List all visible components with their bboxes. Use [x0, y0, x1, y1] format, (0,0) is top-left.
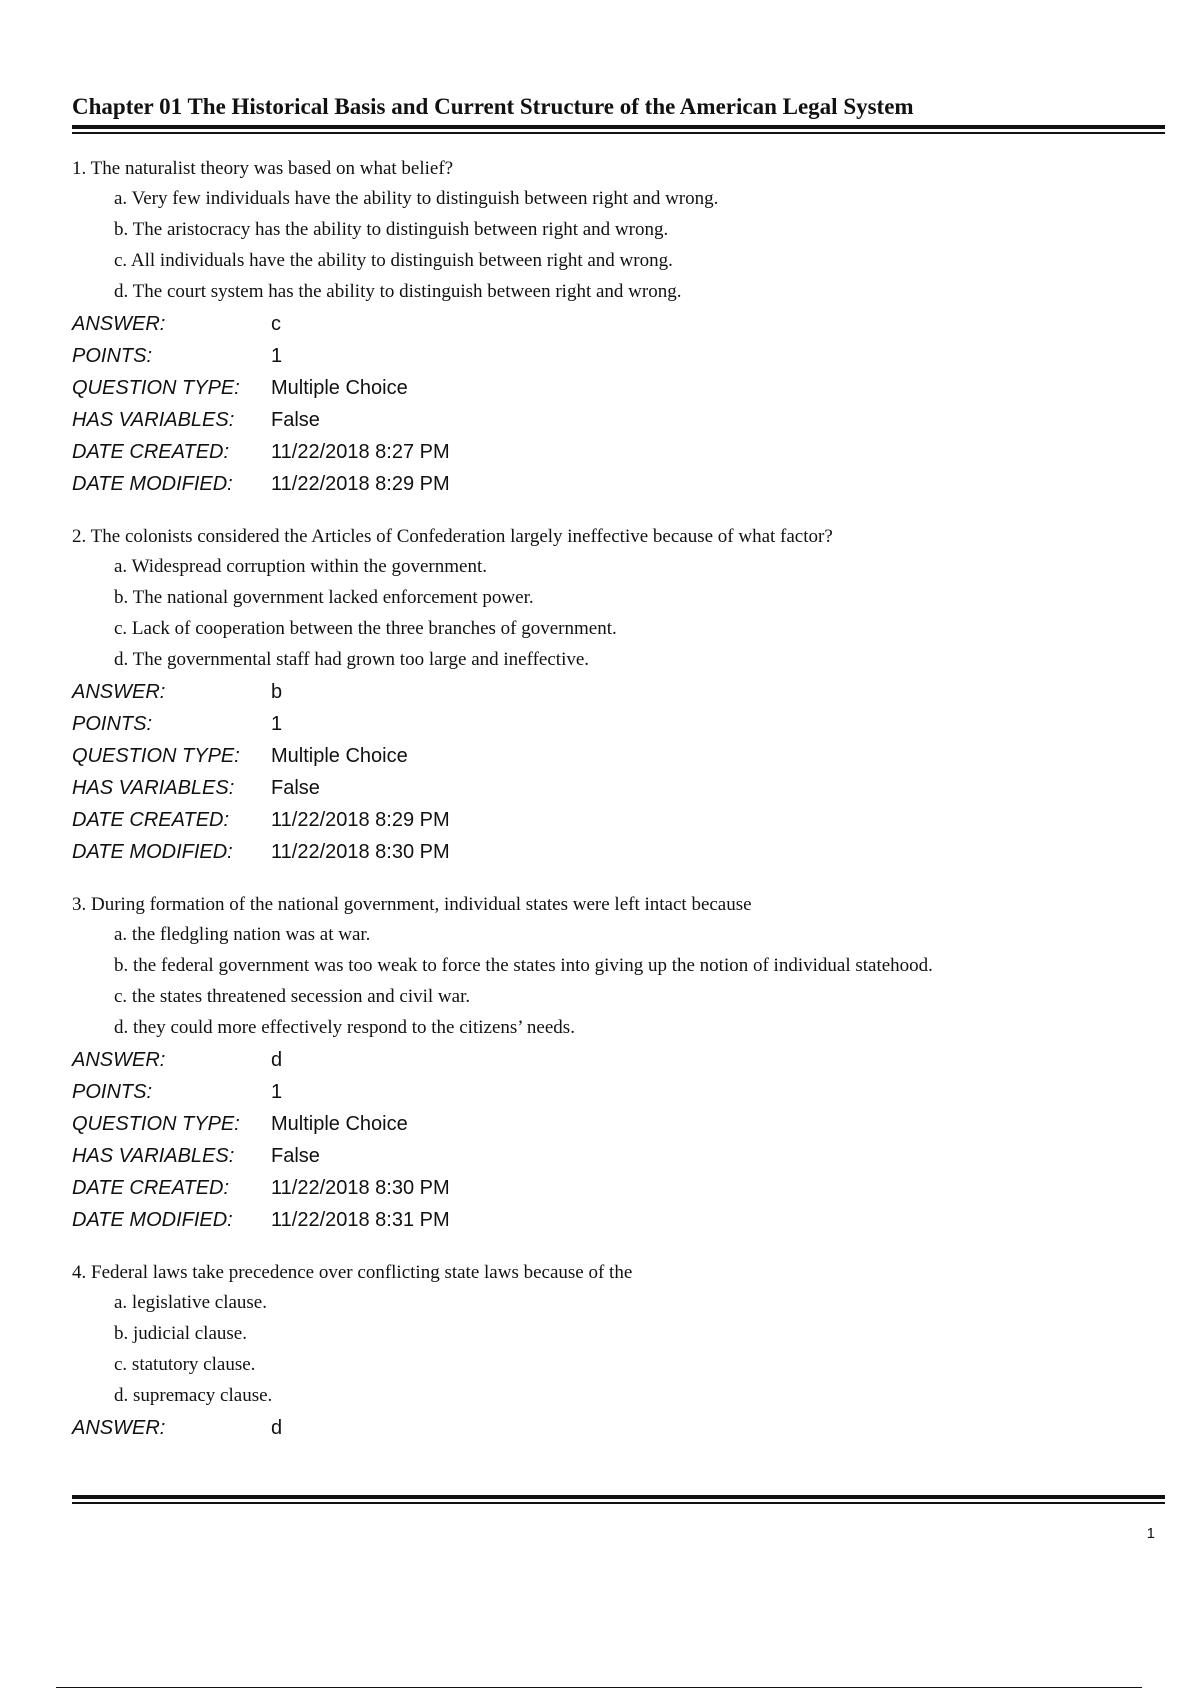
date-created-value: 11/22/2018 8:29 PM [271, 809, 450, 831]
answer-choices [72, 187, 1165, 311]
points-label: POINTS: [72, 1081, 153, 1103]
question-type-value: Multiple Choice [271, 745, 408, 767]
date-created-row [72, 1175, 1165, 1207]
choice-d: d. The court system has the ability to distinguish between right and wrong. [114, 281, 682, 302]
page-bottom-line [56, 1687, 1142, 1688]
has-variables-label: HAS VARIABLES: [72, 1145, 235, 1167]
points-value: 1 [271, 713, 283, 735]
choice-d: d. The governmental staff had grown too large and ineffective. [114, 649, 590, 670]
page-number: 1 [1146, 1525, 1155, 1542]
choice-b: b. The aristocracy has the ability to distinguish between right and wrong. [114, 219, 669, 240]
choice-a: a. Very few individuals have the ability to distinguish between right and wrong. [114, 188, 719, 209]
choice-d: d. supremacy clause. [114, 1385, 273, 1406]
date-modified-label: DATE MODIFIED: [72, 473, 233, 495]
choice-b: b. the federal government was too weak to force the states into giving up the notion of individual statehood. [114, 955, 933, 976]
date-modified-row [72, 839, 1165, 871]
has-variables-value: False [271, 1145, 320, 1167]
date-modified-row [72, 471, 1165, 503]
chapter-title: Chapter 01 The Historical Basis and Current Structure of the American Legal System [72, 94, 914, 119]
question-type-value: Multiple Choice [271, 1113, 408, 1135]
date-created-row [72, 439, 1165, 471]
date-created-value: 11/22/2018 8:27 PM [271, 441, 450, 463]
question-2 [72, 525, 1165, 871]
answer-row [72, 1047, 1165, 1079]
answer-label: ANSWER: [72, 1417, 166, 1439]
date-modified-value: 11/22/2018 8:31 PM [271, 1209, 450, 1231]
date-created-value: 11/22/2018 8:30 PM [271, 1177, 450, 1199]
answer-label: ANSWER: [72, 313, 166, 335]
question-3 [72, 893, 1165, 1239]
question-stem: 3. During formation of the national government, individual states were left intact because [72, 894, 752, 915]
points-row [72, 711, 1165, 743]
date-modified-value: 11/22/2018 8:30 PM [271, 841, 450, 863]
answer-value: d [271, 1049, 283, 1071]
has-variables-label: HAS VARIABLES: [72, 409, 235, 431]
footer-divider [72, 1495, 1165, 1499]
has-variables-value: False [271, 409, 320, 431]
choice-c: c. Lack of cooperation between the three branches of government. [114, 618, 617, 639]
answer-value: c [271, 313, 281, 335]
answer-value: d [271, 1417, 283, 1439]
answer-row [72, 679, 1165, 711]
header-divider [72, 125, 1165, 129]
question-1 [72, 157, 1165, 503]
question-stem: 4. Federal laws take precedence over conflicting state laws because of the [72, 1262, 633, 1283]
has-variables-row [72, 1143, 1165, 1175]
has-variables-label: HAS VARIABLES: [72, 777, 235, 799]
points-row [72, 1079, 1165, 1111]
question-type-row [72, 1111, 1165, 1143]
question-stem: 1. The naturalist theory was based on what belief? [72, 158, 454, 179]
date-created-label: DATE CREATED: [72, 441, 230, 463]
choice-b: b. The national government lacked enforcement power. [114, 587, 534, 608]
points-label: POINTS: [72, 345, 153, 367]
question-type-label: QUESTION TYPE: [72, 377, 240, 399]
answer-choices [72, 1291, 1165, 1415]
answer-value: b [271, 681, 283, 703]
question-type-row [72, 375, 1165, 407]
answer-choices [72, 923, 1165, 1047]
choice-a: a. Widespread corruption within the government. [114, 556, 487, 577]
date-modified-row [72, 1207, 1165, 1239]
answer-label: ANSWER: [72, 1049, 166, 1071]
points-value: 1 [271, 345, 283, 367]
question-type-row [72, 743, 1165, 775]
answer-row [72, 311, 1165, 343]
answer-choices [72, 555, 1165, 679]
choice-c: c. the states threatened secession and civil war. [114, 986, 471, 1007]
points-label: POINTS: [72, 713, 153, 735]
choice-b: b. judicial clause. [114, 1323, 247, 1344]
question-type-value: Multiple Choice [271, 377, 408, 399]
question-type-label: QUESTION TYPE: [72, 745, 240, 767]
answer-row [72, 1415, 1165, 1447]
has-variables-row [72, 775, 1165, 807]
date-modified-label: DATE MODIFIED: [72, 1209, 233, 1231]
answer-label: ANSWER: [72, 681, 166, 703]
date-created-label: DATE CREATED: [72, 1177, 230, 1199]
points-row [72, 343, 1165, 375]
choice-d: d. they could more effectively respond to the citizens’ needs. [114, 1017, 575, 1038]
question-stem: 2. The colonists considered the Articles of Confederation largely ineffective because of what factor? [72, 526, 833, 547]
choice-c: c. All individuals have the ability to distinguish between right and wrong. [114, 250, 673, 271]
has-variables-value: False [271, 777, 320, 799]
choice-a: a. legislative clause. [114, 1292, 267, 1313]
date-modified-value: 11/22/2018 8:29 PM [271, 473, 450, 495]
points-value: 1 [271, 1081, 283, 1103]
question-type-label: QUESTION TYPE: [72, 1113, 240, 1135]
question-4 [72, 1261, 1165, 1447]
date-modified-label: DATE MODIFIED: [72, 841, 233, 863]
date-created-row [72, 807, 1165, 839]
choice-c: c. statutory clause. [114, 1354, 256, 1375]
has-variables-row [72, 407, 1165, 439]
date-created-label: DATE CREATED: [72, 809, 230, 831]
choice-a: a. the fledgling nation was at war. [114, 924, 371, 945]
